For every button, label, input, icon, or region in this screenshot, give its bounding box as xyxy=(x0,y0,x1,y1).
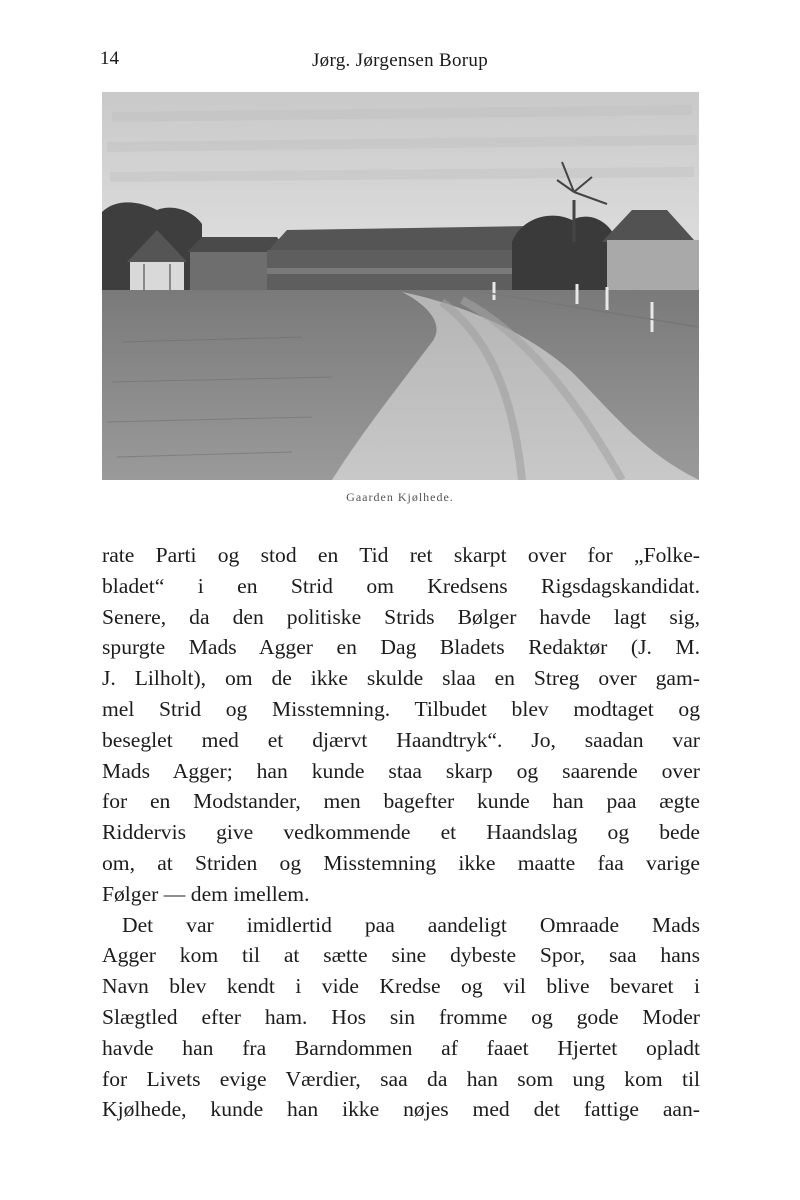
text-line: Slægtled efter ham. Hos sin fromme og gode Moder xyxy=(102,1004,700,1029)
text-line: Navn blev kendt i vide Kredse og vil blive bevaret i xyxy=(102,974,700,999)
figure-caption: Gaarden Kjølhede. xyxy=(346,490,454,504)
text-line: Senere, da den politiske Strids Bølger havde lagt sig, xyxy=(102,604,700,629)
text-line: for Livets evige Værdier, saa da han som ung kom til xyxy=(102,1066,700,1091)
text-line: om, at Striden og Misstemning ikke maatte faa varige xyxy=(102,850,700,875)
text-line: beseglet med et djærvt Haandtryk“. Jo, saadan var xyxy=(102,727,700,752)
body-text xyxy=(102,540,700,1125)
page-number: 14 xyxy=(100,48,119,69)
text-line: Mads Agger; han kunde staa skarp og saarende over xyxy=(102,758,700,783)
text-line: Agger kom til at sætte sine dybeste Spor, saa hans xyxy=(102,943,700,968)
text-line: spurgte Mads Agger en Dag Bladets Redaktør (J. M. xyxy=(102,635,700,660)
text-line: mel Strid og Misstemning. Tilbudet blev modtaget og xyxy=(102,696,700,721)
text-line: rate Parti og stod en Tid ret skarpt over for „Folke- xyxy=(102,543,700,567)
running-head: Jørg. Jørgensen Borup xyxy=(311,50,489,71)
farm-photograph xyxy=(102,92,699,480)
text-line: Kjølhede, kunde han ikke nøjes med det fattige aan- xyxy=(102,1097,700,1122)
text-line: bladet“ i en Strid om Kredsens Rigsdagskandidat. xyxy=(102,573,700,598)
text-line: Det var imidlertid paa aandeligt Omraade Mads xyxy=(122,912,700,937)
text-line: Følger — dem imellem. xyxy=(102,881,310,906)
text-line: Riddervis give vedkommende et Haandslag og bede xyxy=(102,820,700,845)
text-line: for en Modstander, men bagefter kunde han paa ægte xyxy=(102,789,700,814)
text-line: havde han fra Barndommen af faaet Hjertet opladt xyxy=(102,1035,700,1060)
text-line: J. Lilholt), om de ikke skulde slaa en Streg over gam- xyxy=(102,666,700,691)
